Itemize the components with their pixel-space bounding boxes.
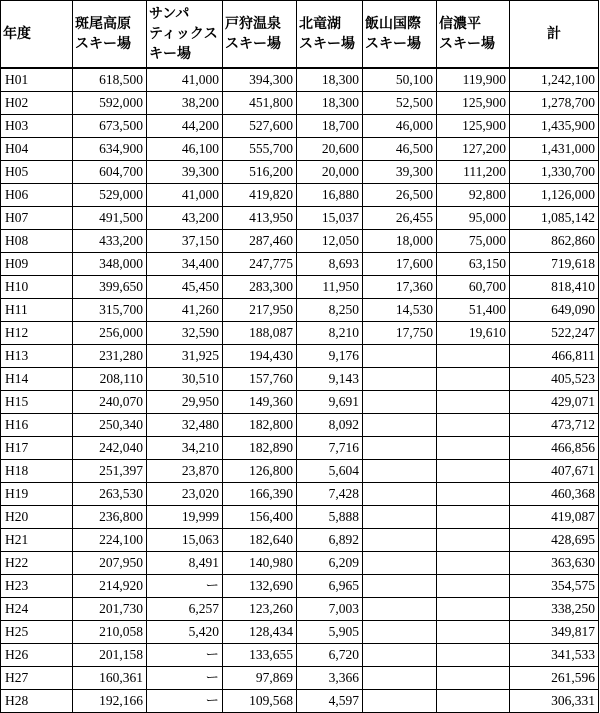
value-cell: 38,200 xyxy=(147,92,223,115)
value-cell: 133,655 xyxy=(223,644,297,667)
table-row xyxy=(1,368,599,391)
value-cell xyxy=(363,598,437,621)
value-cell: 283,300 xyxy=(223,276,297,299)
value-cell: 618,500 xyxy=(73,68,147,92)
value-cell: 256,000 xyxy=(73,322,147,345)
value-cell: 433,200 xyxy=(73,230,147,253)
table-row xyxy=(1,299,599,322)
value-cell: 8,250 xyxy=(297,299,363,322)
value-cell: 9,691 xyxy=(297,391,363,414)
value-cell: 51,400 xyxy=(437,299,510,322)
value-cell: 30,510 xyxy=(147,368,223,391)
value-cell: 592,000 xyxy=(73,92,147,115)
value-cell: 466,811 xyxy=(510,345,599,368)
value-cell: 23,020 xyxy=(147,483,223,506)
value-cell: 261,596 xyxy=(510,667,599,690)
value-cell: 251,397 xyxy=(73,460,147,483)
value-cell xyxy=(363,483,437,506)
value-cell: 341,533 xyxy=(510,644,599,667)
value-cell: 240,070 xyxy=(73,391,147,414)
value-cell: 32,480 xyxy=(147,414,223,437)
value-cell xyxy=(437,460,510,483)
value-cell xyxy=(437,391,510,414)
header-label-line: ティックス xyxy=(149,26,218,42)
value-cell: 428,695 xyxy=(510,529,599,552)
value-cell: 451,800 xyxy=(223,92,297,115)
value-cell: 1,242,100 xyxy=(510,68,599,92)
year-cell: H11 xyxy=(1,299,73,322)
value-cell: 349,817 xyxy=(510,621,599,644)
value-cell: 12,050 xyxy=(297,230,363,253)
table-row xyxy=(1,138,599,161)
year-cell: H25 xyxy=(1,621,73,644)
year-cell: H08 xyxy=(1,230,73,253)
header-label-line: スキー場 xyxy=(75,36,131,52)
value-cell: 156,400 xyxy=(223,506,297,529)
value-cell: 6,892 xyxy=(297,529,363,552)
year-cell: H22 xyxy=(1,552,73,575)
year-cell: H19 xyxy=(1,483,73,506)
value-cell: 194,430 xyxy=(223,345,297,368)
table-row xyxy=(1,575,599,598)
table-row xyxy=(1,230,599,253)
table-row xyxy=(1,529,599,552)
value-cell: 7,003 xyxy=(297,598,363,621)
value-cell: 7,428 xyxy=(297,483,363,506)
value-cell: 527,600 xyxy=(223,115,297,138)
value-cell: ー xyxy=(147,575,223,598)
header-label-line: 斑尾高原 xyxy=(75,16,131,32)
value-cell xyxy=(363,437,437,460)
year-cell: H23 xyxy=(1,575,73,598)
header-label-line: 飯山国際 xyxy=(365,16,421,32)
value-cell: 19,610 xyxy=(437,322,510,345)
value-cell: 5,905 xyxy=(297,621,363,644)
value-cell xyxy=(363,552,437,575)
value-cell: 182,800 xyxy=(223,414,297,437)
value-cell xyxy=(363,644,437,667)
year-cell: H09 xyxy=(1,253,73,276)
year-cell: H07 xyxy=(1,207,73,230)
table-row xyxy=(1,621,599,644)
value-cell xyxy=(363,575,437,598)
value-cell: 97,869 xyxy=(223,667,297,690)
table-row xyxy=(1,644,599,667)
header-label-line: スキー場 xyxy=(225,36,281,52)
header-label-line: 計 xyxy=(547,26,561,42)
value-cell: 555,700 xyxy=(223,138,297,161)
value-cell: 634,900 xyxy=(73,138,147,161)
value-cell: 192,166 xyxy=(73,690,147,713)
value-cell: 250,340 xyxy=(73,414,147,437)
value-cell: 18,000 xyxy=(363,230,437,253)
year-cell: H24 xyxy=(1,598,73,621)
table-row xyxy=(1,184,599,207)
value-cell: 16,880 xyxy=(297,184,363,207)
value-cell: 673,500 xyxy=(73,115,147,138)
value-cell: 95,000 xyxy=(437,207,510,230)
table-row xyxy=(1,437,599,460)
value-cell: 17,600 xyxy=(363,253,437,276)
table-row xyxy=(1,667,599,690)
year-cell: H26 xyxy=(1,644,73,667)
header-label-line: キー場 xyxy=(149,46,191,62)
value-cell: 207,950 xyxy=(73,552,147,575)
year-cell: H13 xyxy=(1,345,73,368)
year-cell: H12 xyxy=(1,322,73,345)
value-cell xyxy=(363,690,437,713)
value-cell: 242,040 xyxy=(73,437,147,460)
value-cell xyxy=(437,575,510,598)
header-sanpatix xyxy=(147,1,223,69)
value-cell: 39,300 xyxy=(147,161,223,184)
value-cell: 3,366 xyxy=(297,667,363,690)
value-cell: 5,604 xyxy=(297,460,363,483)
value-cell xyxy=(437,414,510,437)
value-cell: 41,000 xyxy=(147,184,223,207)
value-cell: 140,980 xyxy=(223,552,297,575)
value-cell: 4,597 xyxy=(297,690,363,713)
value-cell: 236,800 xyxy=(73,506,147,529)
value-cell: 188,087 xyxy=(223,322,297,345)
value-cell: 491,500 xyxy=(73,207,147,230)
value-cell: 363,630 xyxy=(510,552,599,575)
header-hokuryuko xyxy=(297,1,363,69)
value-cell: 46,100 xyxy=(147,138,223,161)
value-cell: 399,650 xyxy=(73,276,147,299)
table-row xyxy=(1,345,599,368)
value-cell: 92,800 xyxy=(437,184,510,207)
value-cell: 263,530 xyxy=(73,483,147,506)
table-row xyxy=(1,506,599,529)
value-cell: 41,000 xyxy=(147,68,223,92)
value-cell: 15,063 xyxy=(147,529,223,552)
value-cell xyxy=(437,552,510,575)
table-row xyxy=(1,207,599,230)
value-cell: 429,071 xyxy=(510,391,599,414)
value-cell: 6,720 xyxy=(297,644,363,667)
value-cell xyxy=(363,621,437,644)
value-cell: 8,693 xyxy=(297,253,363,276)
table-row xyxy=(1,414,599,437)
value-cell: 407,671 xyxy=(510,460,599,483)
value-cell xyxy=(363,460,437,483)
year-cell: H14 xyxy=(1,368,73,391)
value-cell xyxy=(363,345,437,368)
value-cell: ー xyxy=(147,644,223,667)
value-cell: 31,925 xyxy=(147,345,223,368)
year-cell: H03 xyxy=(1,115,73,138)
year-cell: H15 xyxy=(1,391,73,414)
value-cell: 419,820 xyxy=(223,184,297,207)
table-row xyxy=(1,460,599,483)
value-cell: 111,200 xyxy=(437,161,510,184)
table-row xyxy=(1,161,599,184)
header-madarao xyxy=(73,1,147,69)
value-cell: 32,590 xyxy=(147,322,223,345)
value-cell: 8,491 xyxy=(147,552,223,575)
header-total xyxy=(510,1,599,69)
year-cell: H28 xyxy=(1,690,73,713)
value-cell: 14,530 xyxy=(363,299,437,322)
value-cell: 1,431,000 xyxy=(510,138,599,161)
value-cell xyxy=(437,368,510,391)
header-togari xyxy=(223,1,297,69)
header-label-line: 戸狩温泉 xyxy=(225,16,281,32)
value-cell: 123,260 xyxy=(223,598,297,621)
value-cell: 1,330,700 xyxy=(510,161,599,184)
value-cell: 128,434 xyxy=(223,621,297,644)
value-cell: 224,100 xyxy=(73,529,147,552)
value-cell: 522,247 xyxy=(510,322,599,345)
value-cell: 6,965 xyxy=(297,575,363,598)
table-row xyxy=(1,391,599,414)
value-cell: 20,000 xyxy=(297,161,363,184)
header-label-line: スキー場 xyxy=(365,36,421,52)
value-cell: 231,280 xyxy=(73,345,147,368)
table-row xyxy=(1,92,599,115)
year-cell: H01 xyxy=(1,68,73,92)
value-cell xyxy=(363,506,437,529)
value-cell: 338,250 xyxy=(510,598,599,621)
value-cell: 125,900 xyxy=(437,92,510,115)
value-cell: 460,368 xyxy=(510,483,599,506)
header-label-line: スキー場 xyxy=(299,36,355,52)
table-row xyxy=(1,598,599,621)
value-cell: 306,331 xyxy=(510,690,599,713)
value-cell: 473,712 xyxy=(510,414,599,437)
value-cell: 17,360 xyxy=(363,276,437,299)
header-label-line: 北竜湖 xyxy=(299,16,341,32)
value-cell xyxy=(363,529,437,552)
value-cell: 50,100 xyxy=(363,68,437,92)
value-cell: 8,210 xyxy=(297,322,363,345)
value-cell: 11,950 xyxy=(297,276,363,299)
value-cell: 247,775 xyxy=(223,253,297,276)
table-row xyxy=(1,552,599,575)
table-body xyxy=(1,68,599,713)
table-row xyxy=(1,322,599,345)
value-cell: 75,000 xyxy=(437,230,510,253)
value-cell: 210,058 xyxy=(73,621,147,644)
value-cell: 6,209 xyxy=(297,552,363,575)
year-cell: H05 xyxy=(1,161,73,184)
value-cell: 201,158 xyxy=(73,644,147,667)
value-cell: 126,800 xyxy=(223,460,297,483)
table-row xyxy=(1,483,599,506)
value-cell: 5,888 xyxy=(297,506,363,529)
header-label-line: スキー場 xyxy=(439,36,495,52)
table-row xyxy=(1,253,599,276)
value-cell: 862,860 xyxy=(510,230,599,253)
value-cell: 160,361 xyxy=(73,667,147,690)
header-label-line: サンパ xyxy=(149,6,190,22)
value-cell xyxy=(437,437,510,460)
value-cell: 39,300 xyxy=(363,161,437,184)
value-cell xyxy=(437,621,510,644)
value-cell: 166,390 xyxy=(223,483,297,506)
value-cell xyxy=(437,667,510,690)
value-cell xyxy=(363,391,437,414)
value-cell xyxy=(437,690,510,713)
value-cell xyxy=(363,368,437,391)
value-cell: 818,410 xyxy=(510,276,599,299)
value-cell: 214,920 xyxy=(73,575,147,598)
value-cell: 7,716 xyxy=(297,437,363,460)
year-cell: H17 xyxy=(1,437,73,460)
value-cell: 516,200 xyxy=(223,161,297,184)
value-cell: 45,450 xyxy=(147,276,223,299)
table-header xyxy=(1,1,599,69)
value-cell xyxy=(437,529,510,552)
value-cell: 17,750 xyxy=(363,322,437,345)
table-row xyxy=(1,68,599,92)
value-cell: 405,523 xyxy=(510,368,599,391)
value-cell: 287,460 xyxy=(223,230,297,253)
value-cell: 29,950 xyxy=(147,391,223,414)
value-cell: 34,210 xyxy=(147,437,223,460)
value-cell: 1,126,000 xyxy=(510,184,599,207)
header-year xyxy=(1,1,73,69)
header-label-line: 信濃平 xyxy=(439,16,481,32)
year-cell: H04 xyxy=(1,138,73,161)
value-cell: 15,037 xyxy=(297,207,363,230)
value-cell: 63,150 xyxy=(437,253,510,276)
value-cell: 413,950 xyxy=(223,207,297,230)
value-cell: 354,575 xyxy=(510,575,599,598)
value-cell: 46,500 xyxy=(363,138,437,161)
year-cell: H27 xyxy=(1,667,73,690)
value-cell: 18,700 xyxy=(297,115,363,138)
value-cell: 1,435,900 xyxy=(510,115,599,138)
value-cell: 182,890 xyxy=(223,437,297,460)
header-label-line: 年度 xyxy=(3,26,31,42)
value-cell: 37,150 xyxy=(147,230,223,253)
table-row xyxy=(1,690,599,713)
value-cell: ー xyxy=(147,690,223,713)
value-cell: 26,500 xyxy=(363,184,437,207)
year-cell: H02 xyxy=(1,92,73,115)
value-cell: 9,176 xyxy=(297,345,363,368)
year-cell: H18 xyxy=(1,460,73,483)
value-cell: 649,090 xyxy=(510,299,599,322)
value-cell: 6,257 xyxy=(147,598,223,621)
value-cell: 5,420 xyxy=(147,621,223,644)
value-cell: 466,856 xyxy=(510,437,599,460)
value-cell: 201,730 xyxy=(73,598,147,621)
value-cell xyxy=(363,667,437,690)
year-cell: H16 xyxy=(1,414,73,437)
value-cell: 52,500 xyxy=(363,92,437,115)
year-cell: H06 xyxy=(1,184,73,207)
value-cell: 125,900 xyxy=(437,115,510,138)
value-cell: 109,568 xyxy=(223,690,297,713)
year-cell: H10 xyxy=(1,276,73,299)
value-cell: 8,092 xyxy=(297,414,363,437)
value-cell: 394,300 xyxy=(223,68,297,92)
value-cell: 157,760 xyxy=(223,368,297,391)
value-cell: 719,618 xyxy=(510,253,599,276)
value-cell: 43,200 xyxy=(147,207,223,230)
value-cell: 23,870 xyxy=(147,460,223,483)
value-cell: 41,260 xyxy=(147,299,223,322)
year-cell: H20 xyxy=(1,506,73,529)
value-cell: 419,087 xyxy=(510,506,599,529)
value-cell xyxy=(437,506,510,529)
value-cell xyxy=(363,414,437,437)
value-cell: 119,900 xyxy=(437,68,510,92)
value-cell: 46,000 xyxy=(363,115,437,138)
value-cell xyxy=(437,345,510,368)
year-cell: H21 xyxy=(1,529,73,552)
value-cell: 18,300 xyxy=(297,68,363,92)
value-cell: 1,278,700 xyxy=(510,92,599,115)
value-cell: 182,640 xyxy=(223,529,297,552)
value-cell: 208,110 xyxy=(73,368,147,391)
value-cell: 34,400 xyxy=(147,253,223,276)
value-cell: 149,360 xyxy=(223,391,297,414)
value-cell xyxy=(437,598,510,621)
value-cell xyxy=(437,644,510,667)
value-cell: 44,200 xyxy=(147,115,223,138)
value-cell: 529,000 xyxy=(73,184,147,207)
value-cell: 348,000 xyxy=(73,253,147,276)
value-cell: 20,600 xyxy=(297,138,363,161)
value-cell xyxy=(437,483,510,506)
header-iiyama-kokusai xyxy=(363,1,437,69)
value-cell: 9,143 xyxy=(297,368,363,391)
value-cell: 19,999 xyxy=(147,506,223,529)
value-cell: 217,950 xyxy=(223,299,297,322)
value-cell: 127,200 xyxy=(437,138,510,161)
value-cell: 18,300 xyxy=(297,92,363,115)
value-cell: 60,700 xyxy=(437,276,510,299)
header-row xyxy=(1,1,599,69)
value-cell: 604,700 xyxy=(73,161,147,184)
value-cell: ー xyxy=(147,667,223,690)
table-row xyxy=(1,115,599,138)
value-cell: 1,085,142 xyxy=(510,207,599,230)
table-row xyxy=(1,276,599,299)
value-cell: 315,700 xyxy=(73,299,147,322)
value-cell: 132,690 xyxy=(223,575,297,598)
value-cell: 26,455 xyxy=(363,207,437,230)
header-shinanodaira xyxy=(437,1,510,69)
